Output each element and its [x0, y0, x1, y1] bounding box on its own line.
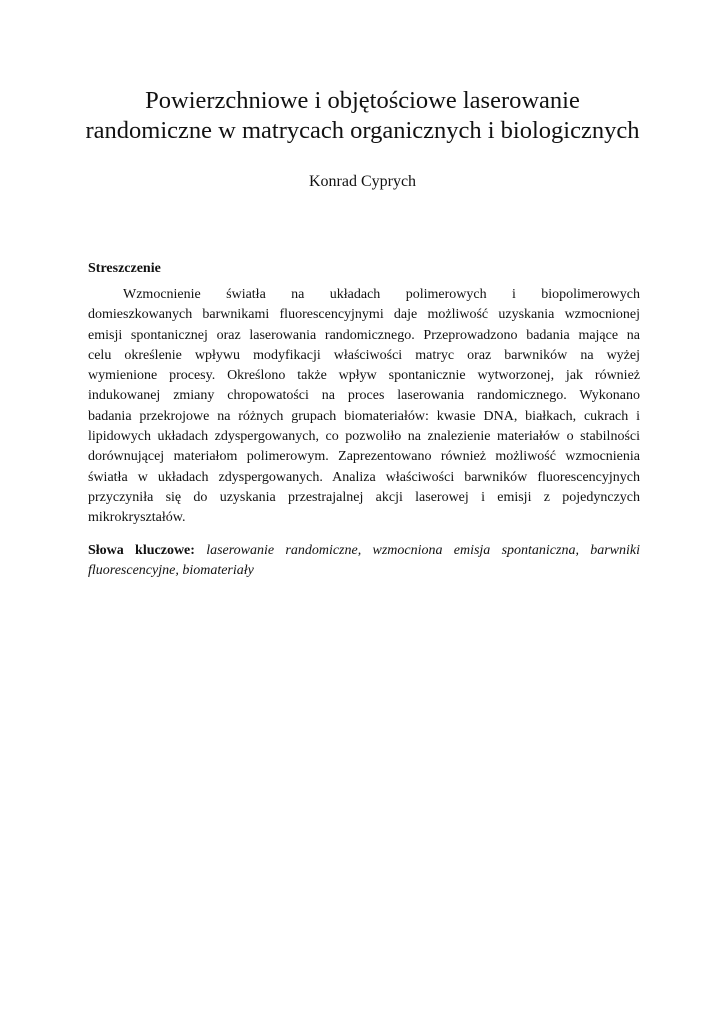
abstract-line: Wzmocnienie światła na układach polimerowych i biopolimerowych [123, 287, 640, 302]
abstract-line: celu określenie wpływu modyfikacji właściwości matryc oraz barwników na wyżej [88, 347, 640, 363]
abstract-line: przyczyniła się do uzyskania przestrajalnej akcji laserowej i emisji z pojedynczych [88, 489, 640, 505]
paper-title [60, 86, 665, 146]
abstract-line: lipidowych układach zdyspergowanych, co pozwoliło na znalezienie materiałów o stabilności [88, 429, 640, 445]
abstract-line: światła w układach zdyspergowanych. Analiza właściwości barwników fluorescencyjnych [88, 469, 640, 485]
abstract-body [88, 285, 640, 529]
keywords-text: laserowanie randomiczne, wzmocniona emisja spontaniczna, barwniki [206, 543, 640, 558]
abstract-line: wymienione procesy. Określono także wpływ spontanicznie wytworzonej, jak również [88, 368, 640, 384]
keywords-section [88, 541, 640, 582]
title-line-2: randomiczne w matrycach organicznych i biologicznych [85, 117, 640, 144]
abstract-line: emisji spontanicznej oraz laserowania randomicznego. Przeprowadzono badania mające na [88, 327, 640, 343]
abstract-heading: Streszczenie [88, 261, 161, 276]
keywords-label: Słowa kluczowe: [88, 543, 195, 558]
author-name: Konrad Cyprych [308, 173, 417, 190]
abstract-line: dorównującej materiałom polimerowym. Zaprezentowano również możliwość wzmocnienia [88, 449, 640, 465]
keywords-line-1 [88, 541, 640, 561]
keywords-line-2: fluorescencyjne, biomateriały [88, 563, 254, 579]
abstract-line: domieszkowanych barwnikami fluorescencyjnymi daje możliwość uzyskania wzmocnionej [88, 307, 640, 323]
title-line-1: Powierzchniowe i objętościowe laserowanie [145, 87, 580, 114]
abstract-line: indukowanej zmiany chropowatości na proces laserowania randomicznego. Wykonano [88, 388, 640, 404]
abstract-line: mikrokryształów. [88, 510, 186, 526]
abstract-line: badania przekrojowe na różnych grupach biomateriałów: kwasie DNA, białkach, cukrach i [88, 408, 640, 424]
